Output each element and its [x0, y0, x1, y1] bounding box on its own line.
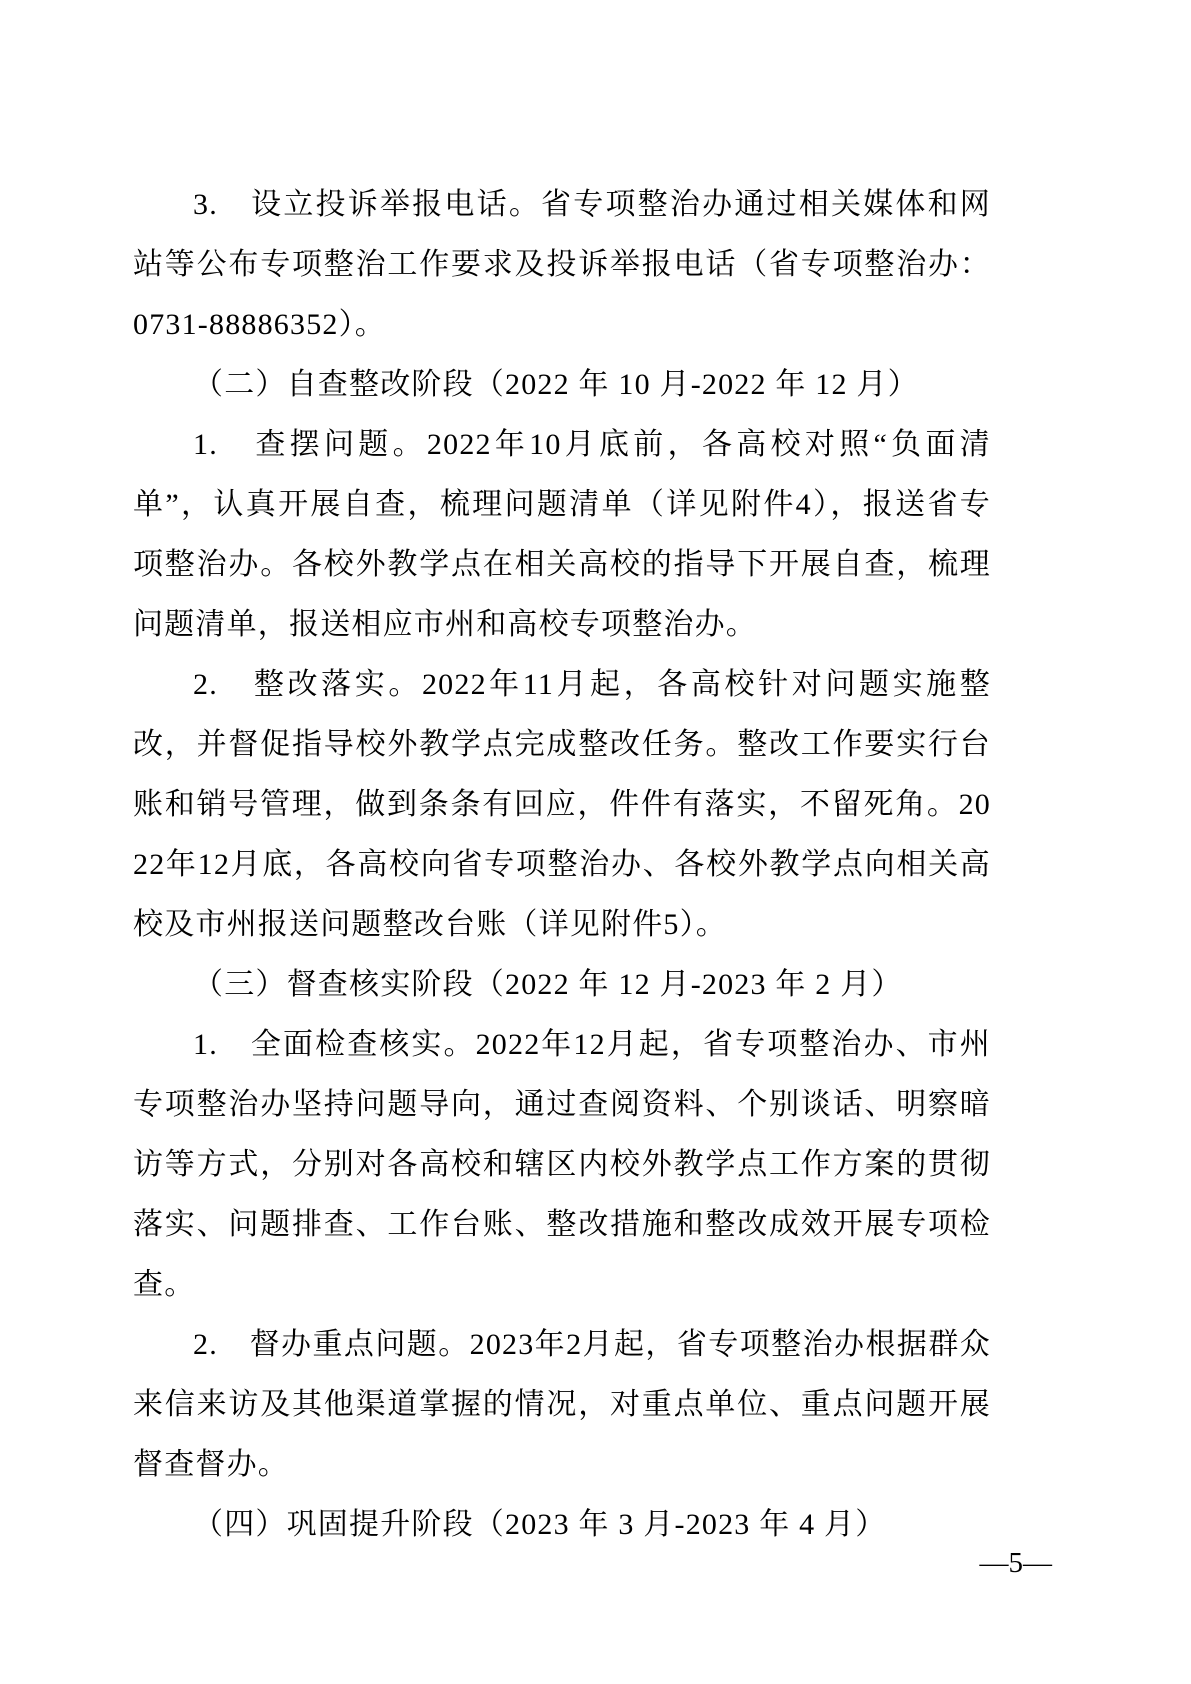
section-heading-3: （三）督查核实阶段（2022 年 12 月-2023 年 2 月）	[193, 968, 903, 1001]
page-number: —5—	[979, 1547, 1052, 1579]
section-heading-2: （二）自查整改阶段（2022 年 10 月-2022 年 12 月）	[193, 368, 919, 401]
document-paragraph: 2. 督办重点问题。2023年2月起，省专项整治办根据群众来信来访及其他渠道掌握的情况，对重点单位、重点问题开展督查督办。	[133, 1328, 991, 1481]
document-paragraph: 3. 设立投诉举报电话。省专项整治办通过相关媒体和网站等公布专项整治工作要求及投诉举报电话（省专项整治办：0731-88886352）。	[133, 188, 991, 341]
document-body	[133, 175, 991, 1555]
document-paragraph: 2. 整改落实。2022年11月起，各高校针对问题实施整改，并督促指导校外教学点完成整改任务。整改工作要实行台账和销号管理，做到条条有回应，件件有落实，不留死角。2022年12月底，各高校向省专项整治办、各校外教学点向相关高校及市州报送问题整改台账（详见附件5）。	[133, 668, 991, 941]
document-paragraph: 1. 查摆问题。2022年10月底前，各高校对照“负面清单”，认真开展自查，梳理问题清单（详见附件4），报送省专项整治办。各校外教学点在相关高校的指导下开展自查，梳理问题清单，报送相应市州和高校专项整治办。	[133, 428, 991, 641]
document-paragraph: 1. 全面检查核实。2022年12月起，省专项整治办、市州专项整治办坚持问题导向，通过查阅资料、个别谈话、明察暗访等方式，分别对各高校和辖区内校外教学点工作方案的贯彻落实、问题排查、工作台账、整改措施和整改成效开展专项检查。	[133, 1028, 991, 1301]
section-heading-4: （四）巩固提升阶段（2023 年 3 月-2023 年 4 月）	[193, 1508, 887, 1541]
